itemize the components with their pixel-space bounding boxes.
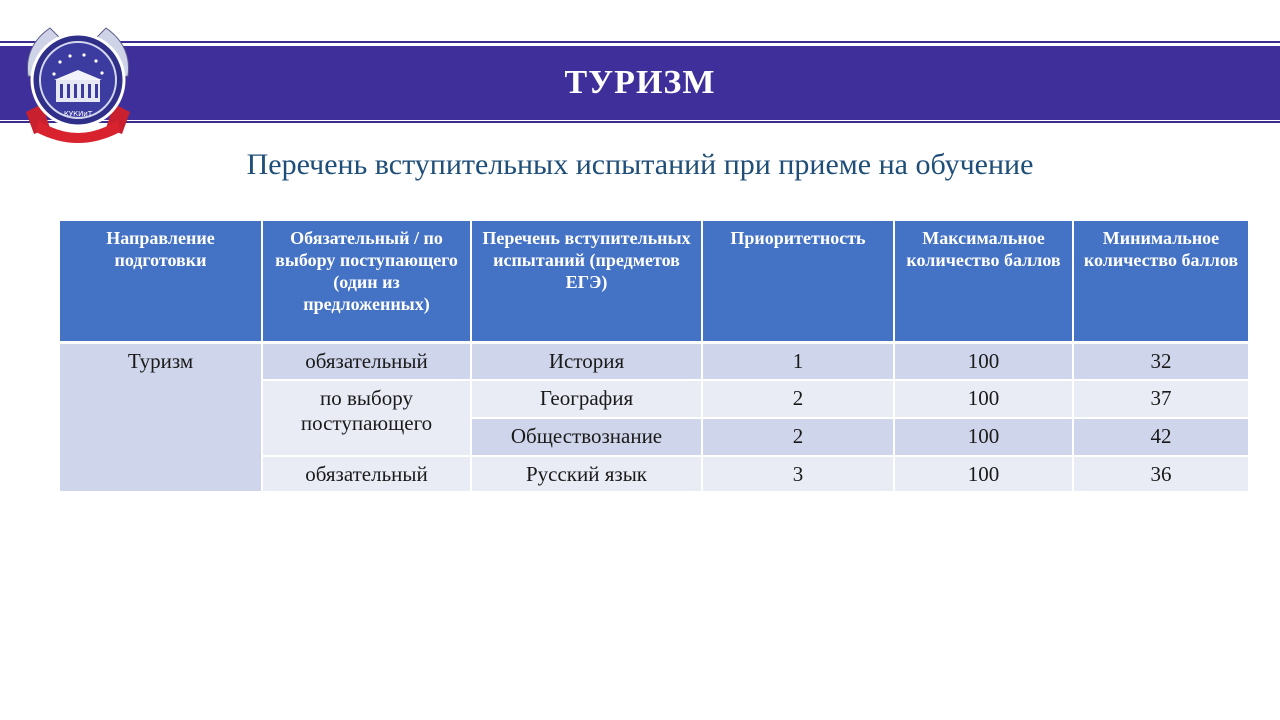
slide-subtitle: Перечень вступительных испытаний при приеме на обучение [246, 148, 1034, 181]
column-header-min-score: Минимальное количество баллов [1073, 221, 1248, 342]
min-score-cell: 37 [1073, 380, 1248, 418]
column-header-priority: Приоритетность [702, 221, 894, 342]
entrance-tests-table [60, 221, 1248, 493]
priority-cell: 3 [702, 456, 894, 492]
logo-text: КУКИиТ [63, 110, 93, 118]
column-header-subjects: Перечень вступительных испытаний (предметов ЕГЭ) [471, 221, 702, 342]
max-score-cell: 100 [894, 342, 1073, 380]
column-header-direction: Направление подготовки [60, 221, 262, 342]
column-header-max-score: Максимальное количество баллов [894, 221, 1073, 342]
min-score-cell: 32 [1073, 342, 1248, 380]
table-row [60, 342, 1248, 380]
column-header-mandatory: Обязательный / по выбору поступающего (один из предложенных) [262, 221, 471, 342]
max-score-cell: 100 [894, 456, 1073, 492]
banner-top-line [0, 41, 1280, 43]
min-score-cell: 42 [1073, 418, 1248, 456]
priority-cell: 2 [702, 380, 894, 418]
title-banner [0, 46, 1280, 120]
status-cell: по выбору поступающего [262, 380, 471, 456]
subject-cell: Русский язык [471, 456, 702, 492]
page-title: ТУРИЗМ [564, 64, 716, 101]
subject-cell: География [471, 380, 702, 418]
subject-cell: История [471, 342, 702, 380]
max-score-cell: 100 [894, 418, 1073, 456]
min-score-cell: 36 [1073, 456, 1248, 492]
priority-cell: 2 [702, 418, 894, 456]
status-cell: обязательный [262, 456, 471, 492]
table-header-row [60, 221, 1248, 342]
direction-cell: Туризм [60, 342, 262, 492]
subject-cell: Обществознание [471, 418, 702, 456]
university-emblem-logo [20, 16, 136, 144]
max-score-cell: 100 [894, 380, 1073, 418]
status-cell: обязательный [262, 342, 471, 380]
priority-cell: 1 [702, 342, 894, 380]
banner-bottom-line [0, 121, 1280, 123]
